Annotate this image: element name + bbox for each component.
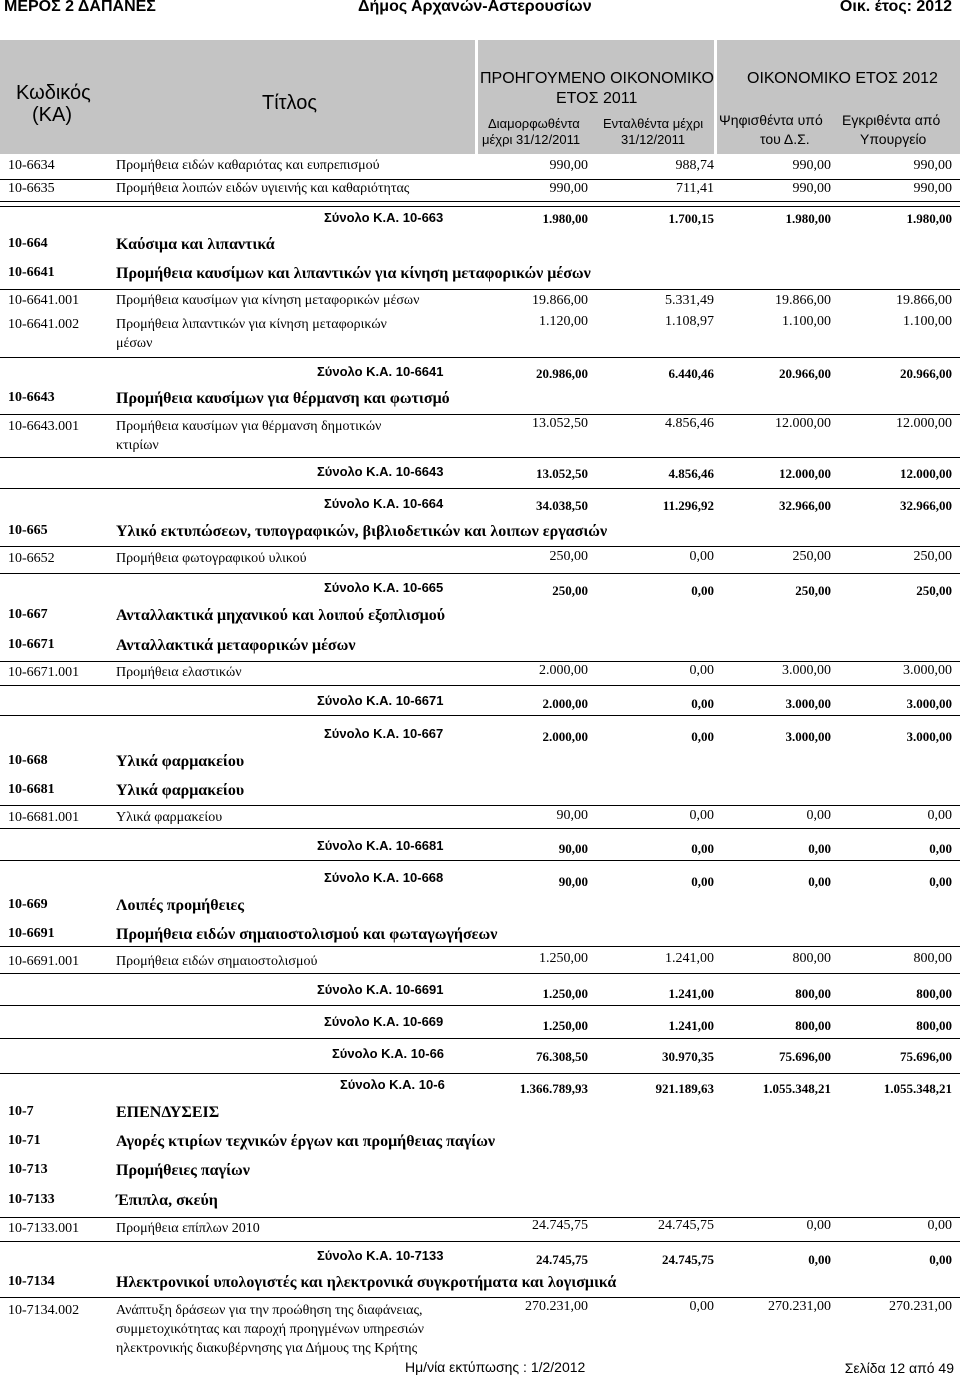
value-voted: 990,00 (792, 158, 831, 173)
value-approved: 32.966,00 (900, 498, 952, 513)
group-title: Προμήθεια καυσίμων και λιπαντικών για κίνηση μεταφορικών μέσων (116, 265, 591, 282)
value-voted: 0,00 (808, 1252, 831, 1267)
row-divider (0, 805, 960, 806)
account-title: Προμήθεια καυσίμων για θέρμανση δημοτικών (116, 419, 382, 434)
row-divider (0, 1297, 960, 1298)
value-approved: 800,00 (916, 986, 952, 1001)
row-divider (0, 206, 960, 207)
subtotal-label: Σύνολο Κ.Α. 10-7133 (317, 1248, 444, 1263)
group-code: 10-7 (8, 1104, 34, 1119)
value-approved: 19.866,00 (896, 293, 952, 308)
account-title: Προμήθεια φωτογραφικού υλικού (116, 551, 307, 566)
group-code: 10-664 (8, 236, 48, 251)
row-divider (0, 179, 960, 180)
account-title: Προμήθεια ειδών σημαιοστολισμού (116, 954, 318, 969)
value-approved: 0,00 (929, 841, 952, 856)
group-code: 10-71 (8, 1133, 41, 1148)
code-header-abbr: (ΚΑ) (32, 104, 72, 126)
account-title: Προμήθεια ειδών καθαριότας και ευπρεπισμού (116, 158, 380, 173)
value-voted: 270.231,00 (768, 1299, 831, 1314)
group-code: 10-668 (8, 753, 48, 768)
value-voted: 0,00 (806, 1218, 831, 1233)
account-code: 10-6652 (8, 551, 55, 566)
code-header: Κωδικός (16, 82, 91, 104)
group-title: Υλικά φαρμακείου (116, 753, 245, 770)
value-ordered: 6.440,46 (668, 366, 714, 381)
value-approved: 270.231,00 (889, 1299, 952, 1314)
value-voted: 1.100,00 (782, 314, 831, 329)
value-ordered: 1.700,15 (668, 211, 714, 226)
value-shaped: 990,00 (549, 158, 588, 173)
subtotal-label: Σύνολο Κ.Α. 10-6681 (317, 838, 444, 853)
group-title: Προμήθεια καυσίμων για θέρμανση και φωτισμό (116, 390, 450, 407)
value-shaped: 90,00 (558, 874, 588, 889)
row-divider (0, 860, 960, 861)
group-code: 10-665 (8, 523, 48, 538)
value-ordered: 24.745,75 (658, 1218, 714, 1233)
col3-header-council: του Δ.Σ. (760, 131, 810, 147)
value-voted: 800,00 (795, 1018, 831, 1033)
account-title: Ανάπτυξη δράσεων για την προώθηση της διαφάνειας, (116, 1303, 423, 1318)
account-title: Προμήθεια επίπλων 2010 (116, 1221, 260, 1236)
row-divider (0, 828, 960, 829)
value-approved: 990,00 (913, 158, 952, 173)
row-divider (0, 488, 960, 489)
group-code: 10-6681 (8, 782, 55, 797)
account-code: 10-6691.001 (8, 954, 80, 969)
municipality-name: Δήμος Αρχανών-Αστερουσίων (358, 0, 592, 15)
account-code: 10-6634 (8, 158, 55, 173)
value-voted: 75.696,00 (779, 1049, 831, 1064)
value-voted: 3.000,00 (785, 696, 831, 711)
value-approved: 250,00 (913, 549, 952, 564)
group-code: 10-6671 (8, 637, 55, 652)
col1-header: Διαμορφωθέντα (488, 116, 580, 131)
subtotal-label: Σύνολο Κ.Α. 10-6 (340, 1077, 445, 1092)
account-code: 10-6671.001 (8, 665, 80, 680)
value-approved: 12.000,00 (896, 416, 952, 431)
value-shaped: 90,00 (556, 808, 588, 823)
row-divider (0, 715, 960, 716)
value-voted: 12.000,00 (775, 416, 831, 431)
subtotal-label: Σύνολο Κ.Α. 10-6641 (317, 364, 444, 379)
group-title: Υλικά φαρμακείου (116, 782, 245, 799)
row-divider (0, 1005, 960, 1006)
value-approved: 3.000,00 (903, 663, 952, 678)
row-divider (0, 289, 960, 290)
value-voted: 800,00 (792, 951, 831, 966)
value-shaped: 250,00 (549, 549, 588, 564)
account-title-cont: ηλεκτρονικής διακυβέρνησης για Δήμους της Κρήτης (116, 1341, 418, 1356)
report-header-bar (0, 0, 960, 20)
row-divider (0, 1241, 960, 1242)
value-shaped: 20.986,00 (536, 366, 588, 381)
value-ordered: 30.970,35 (662, 1049, 714, 1064)
value-approved: 1.980,00 (906, 211, 952, 226)
value-ordered: 0,00 (689, 663, 714, 678)
value-voted: 250,00 (792, 549, 831, 564)
subtotal-label: Σύνολο Κ.Α. 10-663 (324, 210, 444, 225)
value-ordered: 0,00 (691, 841, 714, 856)
value-approved: 1.100,00 (903, 314, 952, 329)
value-ordered: 11.296,92 (662, 498, 714, 513)
row-divider (0, 546, 960, 547)
value-voted: 250,00 (795, 583, 831, 598)
title-header: Τίτλος (262, 92, 318, 114)
fiscal-year: Οικ. έτος: 2012 (839, 0, 952, 15)
account-title: Προμήθεια ελαστικών (116, 665, 242, 680)
value-shaped: 1.250,00 (542, 986, 588, 1001)
subtotal-label: Σύνολο Κ.Α. 10-665 (324, 580, 444, 595)
value-shaped: 13.052,50 (536, 466, 588, 481)
account-code: 10-6641.002 (8, 317, 80, 332)
col4-header: Εγκριθέντα από (842, 112, 941, 128)
value-voted: 3.000,00 (785, 729, 831, 744)
value-voted: 0,00 (808, 874, 831, 889)
group-code: 10-669 (8, 897, 48, 912)
value-shaped: 34.038,50 (536, 498, 588, 513)
value-shaped: 1.250,00 (539, 951, 588, 966)
value-approved: 3.000,00 (906, 696, 952, 711)
account-code: 10-7133.001 (8, 1221, 80, 1236)
row-divider (0, 661, 960, 662)
value-shaped: 1.250,00 (542, 1018, 588, 1033)
value-shaped: 1.366.789,93 (519, 1081, 588, 1096)
cur-year-header: ΟΙΚΟΝΟΜΙΚΟ ΕΤΟΣ 2012 (747, 70, 938, 87)
group-title: Ανταλλακτικά μηχανικού και λοιπού εξοπλισμού (116, 607, 446, 624)
prev-year-header-year: ΕΤΟΣ 2011 (556, 90, 638, 107)
row-divider (0, 457, 960, 458)
account-title: Υλικά φαρμακείου (116, 810, 223, 825)
prev-year-header: ΠΡΟΗΓΟΥΜΕΝΟ ΟΙΚΟΝΟΜΙΚΟ (480, 70, 714, 87)
value-approved: 75.696,00 (900, 1049, 952, 1064)
value-shaped: 2.000,00 (542, 729, 588, 744)
group-title: Προμήθειες παγίων (116, 1162, 250, 1179)
col2-header: Ενταλθέντα μέχρι (603, 116, 704, 131)
page-number: Σελίδα 12 από 49 (844, 1360, 954, 1376)
account-code: 10-6643.001 (8, 419, 80, 434)
value-voted: 0,00 (806, 808, 831, 823)
value-approved: 1.055.348,21 (883, 1081, 952, 1096)
value-shaped: 990,00 (549, 181, 588, 196)
value-approved: 250,00 (916, 583, 952, 598)
value-approved: 800,00 (916, 1018, 952, 1033)
value-ordered: 0,00 (691, 729, 714, 744)
value-ordered: 711,41 (676, 181, 714, 196)
group-title: ΕΠΕΝΔΥΣΕΙΣ (116, 1104, 220, 1121)
col2-header-date: 31/12/2011 (621, 132, 686, 147)
subtotal-label: Σύνολο Κ.Α. 10-664 (324, 496, 444, 511)
row-divider (0, 1073, 960, 1074)
subtotal-label: Σύνολο Κ.Α. 10-6671 (317, 693, 444, 708)
account-title-cont: συμμετοχικότητας και παροχή προηγμένων υπηρεσιών (116, 1322, 424, 1337)
value-approved: 0,00 (927, 1218, 952, 1233)
value-voted: 19.866,00 (775, 293, 831, 308)
account-title: Προμήθεια λοιπών ειδών υγιεινής και καθαριότητας (116, 181, 410, 196)
value-voted: 20.966,00 (779, 366, 831, 381)
account-title: Προμήθεια λιπαντικών για κίνηση μεταφορικών (116, 317, 387, 332)
value-voted: 1.980,00 (785, 211, 831, 226)
value-approved: 0,00 (929, 874, 952, 889)
value-ordered: 0,00 (691, 696, 714, 711)
group-code: 10-6641 (8, 265, 55, 280)
value-ordered: 0,00 (691, 874, 714, 889)
group-code: 10-667 (8, 607, 48, 622)
value-ordered: 0,00 (689, 549, 714, 564)
value-ordered: 1.241,00 (668, 986, 714, 1001)
group-code: 10-6691 (8, 926, 55, 941)
value-ordered: 1.241,00 (668, 1018, 714, 1033)
value-approved: 12.000,00 (900, 466, 952, 481)
row-divider (0, 201, 960, 202)
subtotal-label: Σύνολο Κ.Α. 10-667 (324, 726, 444, 741)
account-title-cont: μέσων (116, 336, 153, 351)
col1-header-date: μέχρι 31/12/2011 (482, 132, 581, 147)
value-shaped: 2.000,00 (539, 663, 588, 678)
value-shaped: 13.052,50 (532, 416, 588, 431)
value-shaped: 19.866,00 (532, 293, 588, 308)
value-ordered: 5.331,49 (665, 293, 714, 308)
account-title: Προμήθεια καυσίμων για κίνηση μεταφορικών μέσων (116, 293, 420, 308)
row-divider (0, 414, 960, 415)
value-shaped: 270.231,00 (525, 1299, 588, 1314)
value-ordered: 1.108,97 (665, 314, 714, 329)
value-voted: 12.000,00 (779, 466, 831, 481)
row-divider (0, 685, 960, 686)
value-ordered: 4.856,46 (665, 416, 714, 431)
col4-header-ministry: Υπουργείο (860, 131, 927, 147)
group-title: Υλικό εκτυπώσεων, τυπογραφικών, βιβλιοδετικών και λοιπων εργασιών (116, 523, 608, 540)
subtotal-label: Σύνολο Κ.Α. 10-66 (332, 1046, 445, 1061)
row-divider (0, 946, 960, 947)
group-title: Αγορές κτιρίων τεχνικών έργων και προμήθειας παγίων (116, 1133, 496, 1150)
value-ordered: 0,00 (689, 1299, 714, 1314)
value-voted: 990,00 (792, 181, 831, 196)
value-shaped: 250,00 (552, 583, 588, 598)
report-part-title: ΜΕΡΟΣ 2 ΔΑΠΑΝΕΣ (4, 0, 156, 15)
account-code: 10-7134.002 (8, 1303, 80, 1318)
group-title: Ηλεκτρονικοί υπολογιστές και ηλεκτρονικά συγκροτήματα και λογισμικά (116, 1274, 617, 1291)
print-date: Ημ/νία εκτύπωσης : 1/2/2012 (405, 1359, 586, 1375)
row-divider (0, 973, 960, 974)
subtotal-label: Σύνολο Κ.Α. 10-6691 (317, 982, 444, 997)
value-voted: 3.000,00 (782, 663, 831, 678)
group-code: 10-7134 (8, 1274, 55, 1289)
value-ordered: 921.189,63 (655, 1081, 714, 1096)
value-shaped: 24.745,75 (536, 1252, 588, 1267)
value-ordered: 988,74 (675, 158, 714, 173)
value-shaped: 1.120,00 (539, 314, 588, 329)
group-title: Έπιπλα, σκεύη (116, 1192, 218, 1209)
value-shaped: 90,00 (558, 841, 588, 856)
subtotal-label: Σύνολο Κ.Α. 10-669 (324, 1014, 444, 1029)
group-title: Ανταλλακτικά μεταφορικών μέσων (116, 637, 356, 654)
value-approved: 20.966,00 (900, 366, 952, 381)
value-approved: 0,00 (927, 808, 952, 823)
value-approved: 990,00 (913, 181, 952, 196)
value-approved: 0,00 (929, 1252, 952, 1267)
value-shaped: 24.745,75 (532, 1218, 588, 1233)
subtotal-label: Σύνολο Κ.Α. 10-668 (324, 870, 444, 885)
value-voted: 1.055.348,21 (762, 1081, 831, 1096)
group-code: 10-7133 (8, 1192, 55, 1207)
col3-header: Ψηφισθέντα υπό (719, 112, 823, 128)
value-ordered: 0,00 (691, 583, 714, 598)
account-code: 10-6681.001 (8, 810, 80, 825)
value-shaped: 76.308,50 (536, 1049, 588, 1064)
account-title-cont: κτιρίων (116, 438, 159, 453)
value-voted: 0,00 (808, 841, 831, 856)
account-code: 10-6641.001 (8, 293, 80, 308)
value-shaped: 2.000,00 (542, 696, 588, 711)
group-code: 10-6643 (8, 390, 55, 405)
value-ordered: 4.856,46 (668, 466, 714, 481)
row-divider (0, 357, 960, 358)
value-ordered: 1.241,00 (665, 951, 714, 966)
value-approved: 3.000,00 (906, 729, 952, 744)
value-shaped: 1.980,00 (542, 211, 588, 226)
group-code: 10-713 (8, 1162, 48, 1177)
group-title: Λοιπές προμήθειες (116, 897, 244, 914)
row-divider (0, 573, 960, 574)
value-voted: 800,00 (795, 986, 831, 1001)
subtotal-label: Σύνολο Κ.Α. 10-6643 (317, 464, 444, 479)
value-ordered: 0,00 (689, 808, 714, 823)
group-title: Καύσιμα και λιπαντικά (116, 236, 275, 253)
value-ordered: 24.745,75 (662, 1252, 714, 1267)
value-voted: 32.966,00 (779, 498, 831, 513)
group-title: Προμήθεια ειδών σημαιοστολισμού και φωταγωγήσεων (116, 926, 498, 943)
account-code: 10-6635 (8, 181, 55, 196)
value-approved: 800,00 (913, 951, 952, 966)
row-divider (0, 1038, 960, 1039)
